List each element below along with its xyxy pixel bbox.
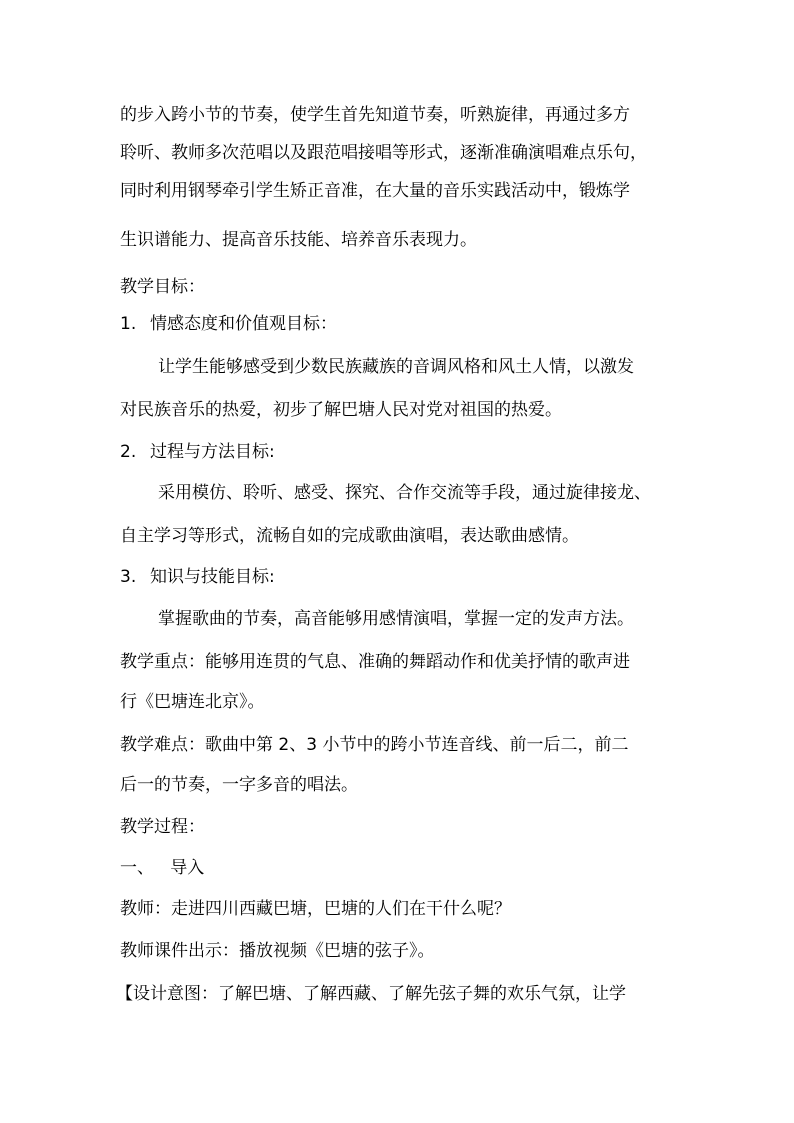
intro-line-1: 的步入跨小节的节奏，使学生首先知道节奏，听熟旋律，再通过多方: [120, 105, 630, 125]
difficulties-line-2: 后一的节奏，一字多音的唱法。: [120, 775, 358, 795]
objective-3-heading: [120, 565, 690, 589]
objective-2-line-2: 自主学习等形式，流畅自如的完成歌曲演唱，表达歌曲感情。: [120, 526, 579, 546]
intro-line-2: 聆听、教师多次范唱以及跟范唱接唱等形式，逐渐准确演唱难点乐句，: [120, 143, 647, 163]
objectives-heading: 教学目标：: [120, 277, 205, 297]
intro-line-4: 生识谱能力、提高音乐技能、培养音乐表现力。: [120, 230, 477, 250]
objective-1-title: 情感态度和价值观目标：: [150, 314, 337, 334]
courseware-line: 教师课件出示：播放视频《巴塘的弦子》。: [120, 941, 435, 961]
process-heading: 教学过程：: [120, 817, 205, 837]
objective-3-line-1: 掌握歌曲的节奏，高音能够用感情演唱，掌握一定的发声方法。: [158, 609, 634, 629]
teacher-line: 教师：走进四川西藏巴塘，巴塘的人们在干什么呢？: [120, 899, 511, 919]
objective-2-number: 2.: [120, 442, 137, 462]
design-intent-line: 【设计意图：了解巴塘、了解西藏、了解先弦子舞的欢乐气氛，让学: [116, 984, 626, 1004]
objective-1-number: 1.: [120, 314, 137, 334]
difficulties-line-1: 教学难点：歌曲中第 2、3 小节中的跨小节连音线、前一后二，前二: [120, 735, 629, 755]
objective-2-line-1: 采用模仿、聆听、感受、探究、合作交流等手段，通过旋律接龙、: [158, 483, 651, 503]
objective-1-line-2: 对民族音乐的热爱，初步了解巴塘人民对党对祖国的热爱。: [120, 400, 562, 420]
objective-3-number: 3.: [120, 567, 137, 587]
key-points-line-1: 教学重点：能够用连贯的气息、准确的舞蹈动作和优美抒情的歌声进: [120, 652, 630, 672]
objective-2-heading: [120, 440, 690, 464]
objective-2-title: 过程与方法目标:: [150, 442, 275, 462]
key-points-line-2: 行《巴塘连北京》。: [120, 692, 265, 712]
objective-3-title: 知识与技能目标:: [150, 567, 275, 587]
objective-1-line-1: 让学生能够感受到少数民族藏族的音调风格和风土人情，以激发: [158, 357, 634, 377]
intro-line-3: 同时利用钢琴牵引学生矫正音准，在大量的音乐实践活动中，锻炼学: [120, 181, 630, 201]
objective-1-heading: [120, 312, 690, 336]
section-1-heading: 一、 导入: [120, 858, 205, 878]
